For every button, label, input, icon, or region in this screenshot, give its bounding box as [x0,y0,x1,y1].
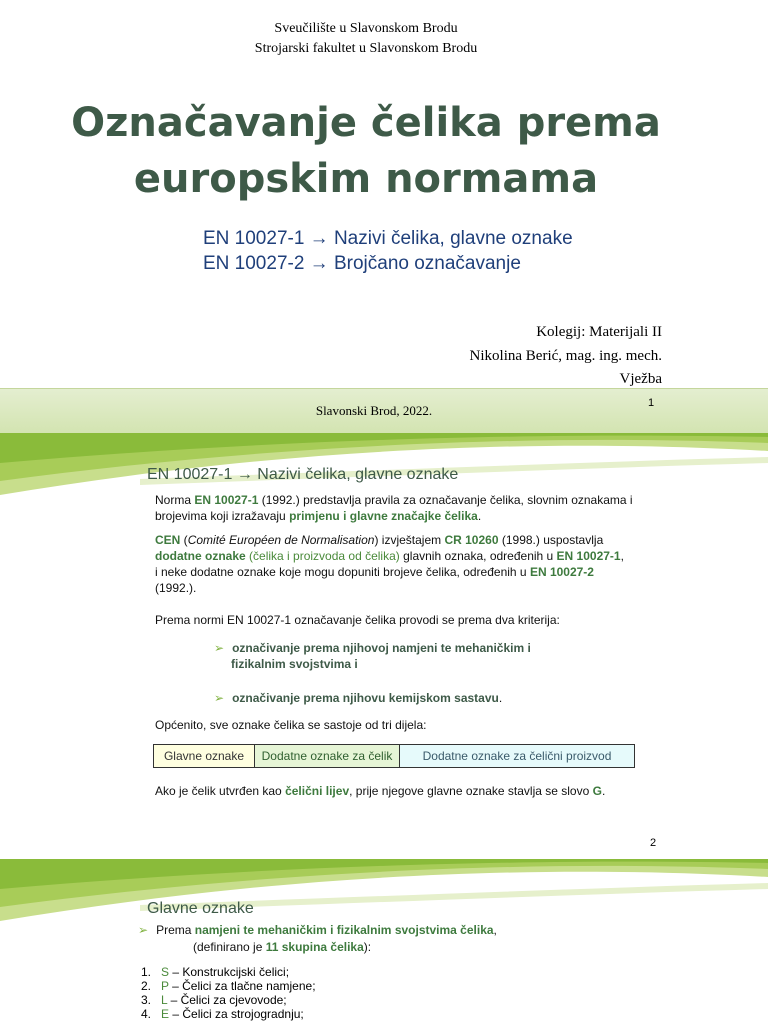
text-span: glavnih oznaka, određenih u [399,549,557,563]
bullet-text: fizikalnim svojstvima i [231,657,358,671]
text-span: ( [180,533,188,547]
list-item [141,1007,304,1021]
text-span: ) izvještajem [374,533,445,547]
group-letter: E [161,1007,170,1021]
text-span: (definirano je [193,940,266,954]
paragraph-cen [155,532,655,596]
bullet-criterion-2 [214,690,502,706]
group-letter: L [161,993,168,1007]
highlight-text: dodatne oznake [155,549,246,563]
list-item [141,965,289,979]
text-span: . [477,509,482,523]
slide-1 [0,0,768,433]
list-item [141,993,287,1007]
footer-band [0,388,768,433]
intro-line-2 [193,939,653,955]
text-span: , prije njegove glavne oznake stavlja se slovo [349,784,593,798]
bullet-text: označivanje prema njihovu kemijskom sastavu [232,691,499,705]
text-span: . [601,784,606,798]
text-span: ): [363,940,372,954]
table-cell-main: Glavne oznake [154,745,255,767]
text-span: (1992.) predstavlja pravila za označavanje čelika, slovnim oznakama i [258,493,633,507]
standard-line-1: EN 10027-1 → Nazivi čelika, glavne oznake [203,228,573,249]
table-cell-product: Dodatne oznake za čelični proizvod [400,745,634,767]
list-number: 3. [141,993,152,1007]
text-span: . [498,691,503,705]
text-span: , [493,923,497,937]
list-number: 2. [141,979,152,993]
university-name: Sveučilište u Slavonskom Brodu [274,21,458,36]
slide-title: Glavne oznake [147,900,254,917]
intro-line [138,922,658,938]
slide-2 [0,433,768,859]
text-span: Norma [155,493,195,507]
table-cell-steel: Dodatne oznake za čelik [255,745,400,767]
cen-abbr: CEN [155,533,181,547]
highlight-text: G [592,784,602,798]
course-name: Kolegij: Materijali II [536,324,662,340]
list-number: 4. [141,1007,152,1021]
city-year: Slavonski Brod, 2022. [315,403,433,418]
arrow-bullet-icon: ➢ [214,641,225,655]
highlight-text: primjenu i glavne značajke čelika [289,509,478,523]
faculty-name: Strojarski fakultet u Slavonskom Brodu [254,41,478,56]
presentation-title-line-1: Označavanje čelika prema [71,100,661,146]
highlight-text: 11 skupina čelika [265,940,364,954]
list-text: – Čelici za tlačne namjene; [168,979,316,993]
text-span: Prema [156,923,195,937]
list-text: – Čelici za cjevovode; [167,993,287,1007]
text-span: , [620,549,624,563]
designation-parts-table [153,744,635,768]
page-number: 1 [648,397,655,409]
paragraph-norma [155,492,655,524]
arrow-bullet-icon: ➢ [138,923,149,937]
paragraph-three-parts: Općenito, sve oznake čelika se sastoje od tri dijela: [155,718,427,732]
text-span: (1998.) uspostavlja [498,533,604,547]
arrow-bullet-icon: ➢ [214,691,225,705]
slide-3 [0,859,768,1024]
standard-ref: EN 10027-1 [194,493,259,507]
list-number: 1. [141,965,152,979]
standard-ref: EN 10027-1 [556,549,621,563]
standard-ref: EN 10027-2 [529,565,594,579]
text-span: i neke dodatne oznake koje mogu dopuniti brojeve čelika, određenih u [155,565,530,579]
text-span: Ako je čelik utvrđen kao [155,784,286,798]
report-ref: CR 10260 [444,533,499,547]
paragraph-criteria: Prema normi EN 10027-1 označavanje čelika provodi se prema dva kriterija: [155,613,560,627]
highlight-text: čelični lijev [285,784,350,798]
presentation-title-line-2: europskim normama [133,156,599,202]
green-text: (čelika i proizvoda od čelika) [245,549,400,563]
exercise-label: Vježba [619,371,662,387]
bullet-criterion-1 [214,640,531,672]
page-number: 2 [650,837,657,849]
list-item [141,979,316,993]
bullet-text: označivanje prema njihovoj namjeni te mehaničkim i [232,641,531,655]
slide-title: EN 10027-1 → Nazivi čelika, glavne oznake [147,466,459,483]
text-span: (1992.). [155,581,197,595]
list-text: – Čelici za strojogradnju; [169,1007,304,1021]
group-letter: S [161,965,170,979]
cen-full-name: Comité Européen de Normalisation [187,533,375,547]
list-text: – Konstrukcijski čelici; [169,965,290,979]
standard-line-2: EN 10027-2 → Brojčano označavanje [203,253,521,274]
highlight-text: namjeni te mehaničkim i fizikalnim svojstvima čelika [194,923,494,937]
group-letter: P [161,979,169,993]
text-span: brojevima koji izražavaju [155,509,290,523]
header-swoosh-decoration [0,859,768,929]
author-name: Nikolina Berić, mag. ing. mech. [469,348,662,364]
paragraph-cast-steel [155,783,655,799]
